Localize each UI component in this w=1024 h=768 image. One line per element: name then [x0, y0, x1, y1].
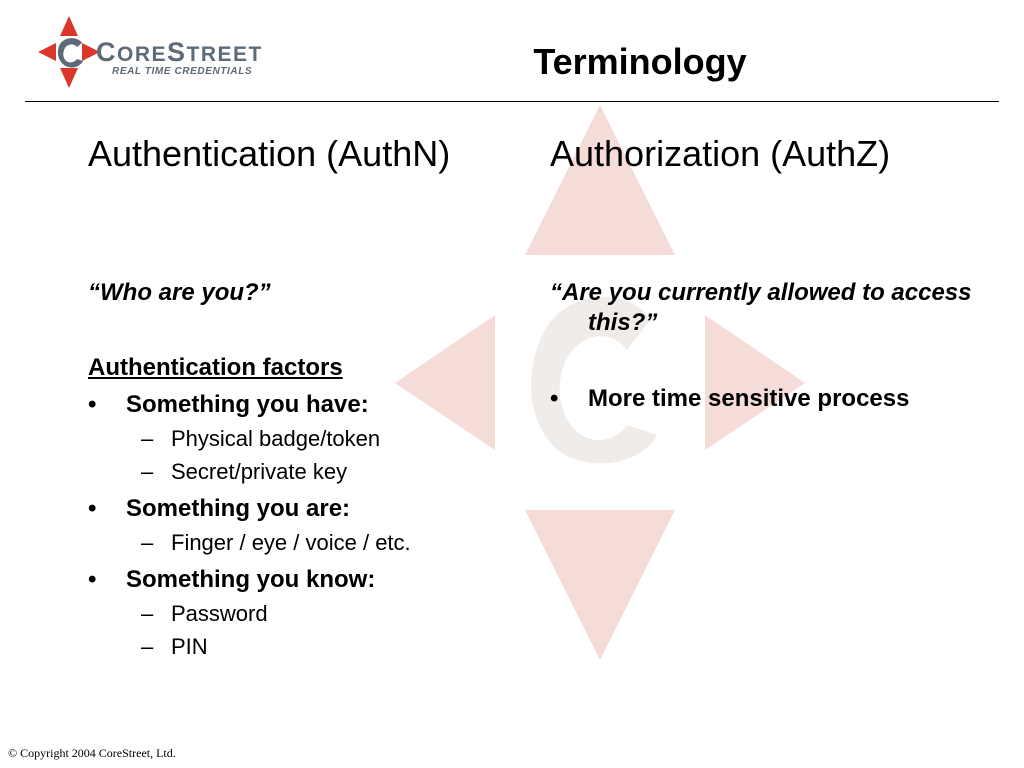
- factor-label: Something you are:: [126, 495, 351, 522]
- bullet-icon: •: [550, 385, 559, 412]
- list-item: – Physical badge/token: [88, 422, 488, 455]
- compass-star-icon: [38, 16, 100, 88]
- dash-icon: –: [141, 459, 154, 484]
- factor-label: Something you have:: [126, 391, 369, 418]
- authorization-question: “Are you currently allowed to access this?”: [550, 279, 972, 336]
- authentication-heading: Authentication (AuthN): [88, 133, 451, 174]
- corestreet-logo: [38, 16, 278, 88]
- list-item: – Password: [88, 597, 488, 630]
- dash-icon: –: [141, 426, 154, 451]
- factor-are: [88, 494, 488, 559]
- logo-wordmark: CORESTREET: [96, 37, 263, 67]
- slide-title: Terminology: [533, 41, 747, 82]
- dash-icon: –: [141, 634, 154, 659]
- authorization-list: [550, 383, 950, 414]
- factor-label: Something you know:: [126, 566, 376, 593]
- authorization-heading: Authorization (AuthZ): [550, 133, 891, 174]
- factor-have: [88, 390, 488, 488]
- factors-list: [88, 390, 488, 669]
- list-item: – Secret/private key: [88, 455, 488, 488]
- dash-icon: –: [141, 601, 154, 626]
- bullet-icon: •: [88, 495, 97, 522]
- factor-know: [88, 565, 488, 663]
- authorization-column: [550, 133, 972, 412]
- bullet-icon: •: [88, 391, 97, 418]
- list-item: • More time sensitive process: [550, 385, 910, 412]
- title-divider: [25, 101, 999, 102]
- bullet-icon: •: [88, 566, 97, 593]
- list-item: – Finger / eye / voice / etc.: [88, 526, 488, 559]
- logo-tagline: REAL TIME CREDENTIALS: [112, 66, 253, 77]
- factors-title: Authentication factors: [88, 354, 343, 381]
- list-item: – PIN: [88, 630, 488, 663]
- copyright-footer: © Copyright 2004 CoreStreet, Ltd.: [8, 746, 176, 760]
- authentication-column: [88, 133, 488, 659]
- authentication-question: “Who are you?”: [88, 279, 271, 306]
- dash-icon: –: [141, 530, 154, 555]
